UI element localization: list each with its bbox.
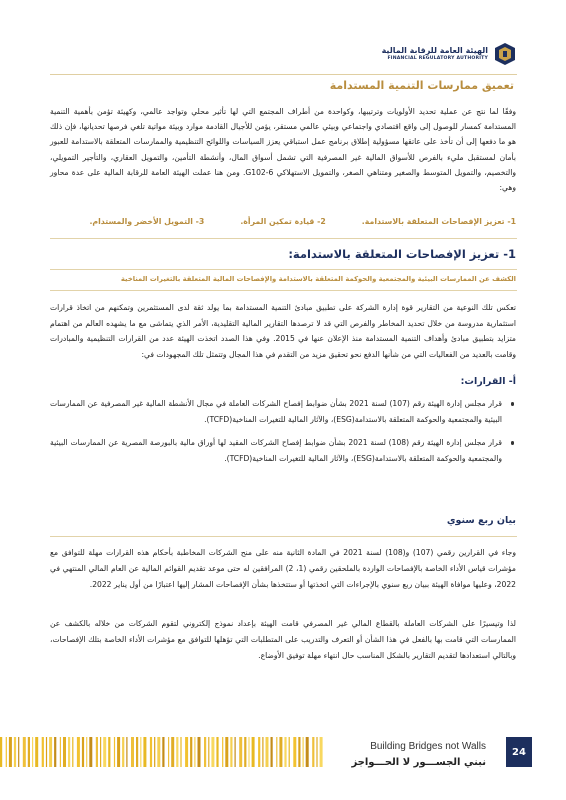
footer-stripe [298,737,300,767]
footer-stripe [89,737,92,767]
footer-stripe [293,737,296,767]
footer-stripe [117,737,120,767]
decisions-heading: أ- القرارات: [460,376,516,387]
footer-stripe [154,737,155,767]
footer-stripe [100,737,101,767]
page-number: 24 [506,737,532,767]
quarter-divider [50,536,517,537]
quarter-paragraph-1: وجاء في القرارين رقمي (107) و(108) لسنة 2021 في المادة الثانية منه على منح الشركات المخاطبة بأحكام هذه القرارات مهلة للتوافق مع مؤشرات قياس الأداء الخاصة بالإفصاحات الواردة بالملحقين رقمي (1، 2) المرافقين له حتى موعد تقديم القوائم المالية عن العام المالي المنتهي في 2022، وعليها موافاة الهيئة ببيان ربع سنوي بالإجراءات التي اتخذتها أو ستتخذها بشأن الإفصاحات المشار إليها اعتبارًا من أول يناير 2022. [50,548,517,589]
footer-stripe [208,737,209,767]
footer-stripe [72,737,73,767]
bullet-icon [511,402,515,406]
logo-text [382,47,488,61]
section-paragraph: تعكس تلك النوعية من التقارير قوة إدارة الشركة على تطبيق مبادئ التنمية المستدامة بما يولد ثقة لدى المستثمرين وتمكنهم من اتخاذ قرارات استثمارية مدروسة من خلال تحديد المخاطر والفرص التي قد لا ترصدها التقارير المالية التقليدية، الأمر الذي يتماشى مع ما يشهده العالم من اهتمام متزايد بتطبيق مبادئ وأهداف التنمية المستدامة منذ الإعلان عنها في 2015. وفي هذا الصدد اتخذت الهيئة عدد من القرارات التنظيمية والمبادرات وقامت بالعديد من الفعاليات التي من شأنها الدفع نحو تحقيق مزيد من التقدم في هذا المجال وتتمثل تلك المجهودات في: [50,303,517,359]
decision-text: قرار مجلس إدارة الهيئة رقم (108) لسنة 2021 بشأن ضوابط إفصاح الشركات المقيد لها أوراق مالية بالبورصة المصرية عن الممارسات البيئية والمجتمعية والحوكمة المتعلقة بالاستدامة(ESG)، والآثار المالية للتغيرات المناخية(TCFD). [50,438,502,463]
intro-paragraph: وفقًا لما نتج عن عملية تحديد الأولويات وترتيبها، وكواحدة من أطراف المجتمع التي لها تأثير محلي وتواجد عالمي، وكهيئة تؤمن بأهمية التنمية المستدامة كمسار للوصول إلى واقع اقتصادي واجتماعي وبيئي عالمي مستقر، يؤمن للأجيال القادمة موارد وبيئة مواتية تلغي فرصها تحديانها، فإن ذلك هو ما دفعها إلى أن تأخذ على عاتقها مسؤولية إطلاق برنامج عمل استباقي يعزز السياسات واللوائح التنظيمية والممارسات المتعلقة بالاستدامة للعبور بأمان لمستقبل مليء بالفرص للأسواق المالية غير المصرفية التي تشمل أسواق المال، وأنشطة التأمين، والتمويل العقاري، والتأجير التمويلي، والتخصيم، والتمويل المتوسط والصغير ومتناهي الصغر، والتمويل الاستهلاكي G102-6. ومن هنا عملت الهيئة العامة للرقابة المالية على عدة محاور وهي: [50,107,516,193]
footer-stripe [23,737,26,767]
footer-stripe [185,737,188,767]
footer-stripe [6,737,7,767]
section-subtitle: الكشف عن الممارسات البيئية والمجتمعية والحوكمة المتعلقة بالاستدامة والإفصاحات المالية المتعلقة بالتغيرات المناخية [120,275,516,283]
footer-stripe [276,737,277,767]
footer-stripe [258,737,260,767]
footer-stripe [114,737,115,767]
footer-stripe [171,737,174,767]
footer-stripe [140,737,141,767]
footer-stripe [320,737,323,767]
subtitle-divider-top [50,269,517,270]
org-name-ar: الهيئة العامة للرقابة المالية [381,46,488,56]
footer-stripe [63,737,66,767]
footer-stripe [222,737,223,767]
footer-stripe [150,737,152,767]
footer-stripe [198,737,201,767]
footer-stripe [284,737,286,767]
axes-list [50,217,516,226]
footer-stripe [162,737,164,767]
footer-stripe [136,737,138,767]
section-divider [50,238,517,239]
section-title: 1- تعزيز الإفصاحات المتعلقة بالاستدامة: [288,247,516,261]
footer-stripe [82,737,84,767]
axis-item-3: 3- التمويل الأخضر والمستدام. [89,217,205,226]
authority-logo [382,42,516,66]
footer-stripe [271,737,273,767]
footer-stripe [180,737,181,767]
footer-stripe [143,737,146,767]
footer-stripe [204,737,206,767]
footer-stripe [176,737,178,767]
bullet-icon [511,441,515,445]
subtitle-divider-bottom [50,290,517,291]
slogan-en: Building Bridges not Walls [370,741,486,752]
footer-stripe [211,737,214,767]
footer-stripe [279,737,282,767]
page-title: تعميق ممارسات التنمية المستدامة [329,79,514,92]
list-item [50,396,516,427]
footer-stripe [14,737,16,767]
footer-stripe [306,737,309,767]
footer-stripe [60,737,61,767]
footer-stripe [312,737,314,767]
footer-stripe [42,737,44,767]
footer-stripe [244,737,246,767]
slogan-ar: نبني الجســـور لا الحـــواجز [351,757,486,768]
footer-stripe [68,737,70,767]
footer-stripe [248,737,249,767]
list-item [50,435,516,466]
quarter-paragraph-2: لذا وتيسيرًا على الشركات العاملة بالقطاع المالي غير المصرفي قامت الهيئة بإعداد نموذج إلكتروني لتقوم الشركات من خلاله بالكشف عن الممارسات التي قامت بها بالفعل في هذا الشأن أو التعرف والتدريب على المتطلبات التي تؤهلها للتوافق مع مؤشرات الأداء الخاصة بتلك الإفصاحات، وبالتالي استعدادها لتقديم التقارير بالشكل المناسب حال انتهاء مهلة توفيق الأوضاع. [50,619,516,660]
footer-stripe [86,737,87,767]
footer-stripe [168,737,169,767]
footer-stripe [230,737,232,767]
org-name-en: FINANCIAL REGULATORY AUTHORITY [387,55,488,61]
footer-stripe [266,737,269,767]
footer-stripe [262,737,263,767]
footer-stripe [28,737,30,767]
footer-stripe [122,737,124,767]
footer-stripe [216,737,218,767]
title-divider [50,74,517,75]
axis-item-2: 2- قيادة تمكين المرأة. [240,217,326,226]
footer-stripe [46,737,47,767]
footer-stripe [126,737,127,767]
footer-stripe [0,737,2,767]
footer-stripe [18,737,19,767]
footer-stripe [54,737,56,767]
footer-stripe [225,737,228,767]
footer-stripe [239,737,242,767]
footer-stripe [252,737,255,767]
footer-stripe [103,737,106,767]
footer-stripe [108,737,110,767]
decision-text: قرار مجلس إدارة الهيئة رقم (107) لسنة 2021 بشأن ضوابط إفصاح الشركات العاملة في مجال الأنشطة المالية غير المصرفية عن الممارسات البيئية والمجتمعية والحوكمة المتعلقة بالاستدامة(ESG)، والآثار المالية للتغيرات المناخية(TCFD). [50,399,502,424]
footer-stripe [9,737,12,767]
footer-stripe [131,737,134,767]
footer-stripe [35,737,38,767]
footer-stripe [194,737,195,767]
axis-item-1: 1- تعزيز الإفصاحات المتعلقة بالاستدامة. [361,217,516,226]
footer-stripe [96,737,98,767]
decisions-list [50,396,516,474]
footer-stripe [49,737,52,767]
footer-stripe [190,737,192,767]
footer-stripe [32,737,33,767]
footer-stripe [77,737,80,767]
authority-emblem-icon [494,42,516,66]
footer-stripe [316,737,317,767]
quarter-heading: بيان ربع سنوي [446,515,516,526]
footer-stripe [289,737,290,767]
footer-stripe [157,737,160,767]
footer-stripe [303,737,304,767]
footer-stripe [235,737,236,767]
